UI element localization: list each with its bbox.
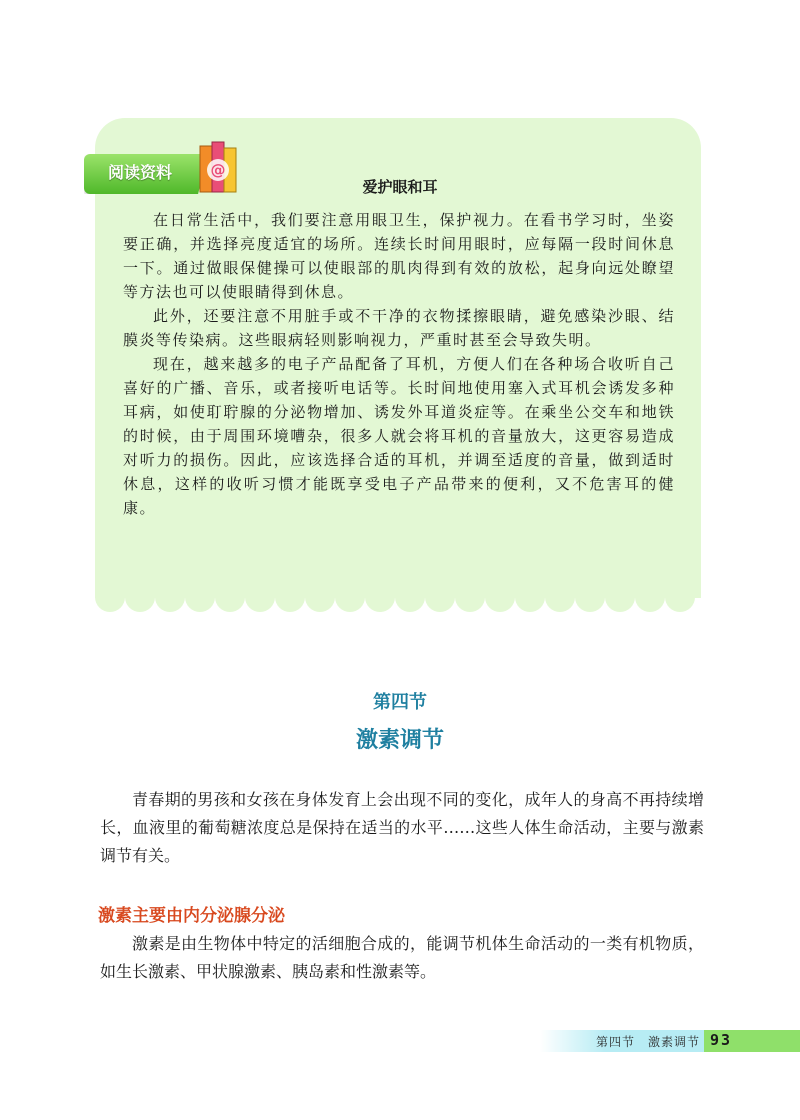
section-title: 激素调节 [355,728,444,753]
reading-tag-label: 阅读资料 [108,163,173,182]
scalloped-edge [95,596,701,612]
reading-title: 爱护眼和耳 [362,178,438,196]
reading-text [123,208,675,520]
body-paragraph: 激素是由生物体中特定的活细胞合成的，能调节机体生命活动的一类有机物质，如生长激素、甲状腺激素、胰岛素和性激素等。 [100,934,704,981]
intro-text [100,786,704,870]
reading-paragraph: 此外，还要注意不用脏手或不干净的衣物揉擦眼睛，避免感染沙眼、结膜炎等传染病。这些眼病轻则影响视力，严重时甚至会导致失明。 [123,307,675,349]
books-icon [196,140,242,196]
page-number: 93 [710,1031,733,1049]
running-title: 第四节 激素调节 [595,1035,700,1049]
reading-paragraph: 在日常生活中，我们要注意用眼卫生，保护视力。在看书学习时，坐姿要正确，并选择亮度适宜的场所。连续长时间用眼时，应每隔一段时间休息一下。通过做眼保健操可以使眼部的肌肉得到有效的放松，起身向远处瞭望等方法也可以使眼睛得到休息。 [123,211,675,301]
subheading: 激素主要由内分泌腺分泌 [98,906,285,926]
intro-paragraph: 青春期的男孩和女孩在身体发育上会出现不同的变化，成年人的身高不再持续增长，血液里的葡萄糖浓度总是保持在适当的水平……这些人体生命活动，主要与激素调节有关。 [100,790,704,865]
reading-paragraph: 现在，越来越多的电子产品配备了耳机，方便人们在各种场合收听自己喜好的广播、音乐，或者接听电话等。长时间地使用塞入式耳机会诱发多种耳病，如使耵聍腺的分泌物增加、诱发外耳道炎症等。在乘坐公交车和地铁的时候，由于周围环境嘈杂，很多人就会将耳机的音量放大，这更容易造成对听力的损伤。因此，应该选择合适的耳机，并调至适度的音量，做到适时休息，这样的收听习惯才能既享受电子产品带来的便利，又不危害耳的健康。 [123,355,675,517]
svg-text:@: @ [210,161,226,179]
section-number: 第四节 [373,692,427,713]
body-text [100,930,704,986]
